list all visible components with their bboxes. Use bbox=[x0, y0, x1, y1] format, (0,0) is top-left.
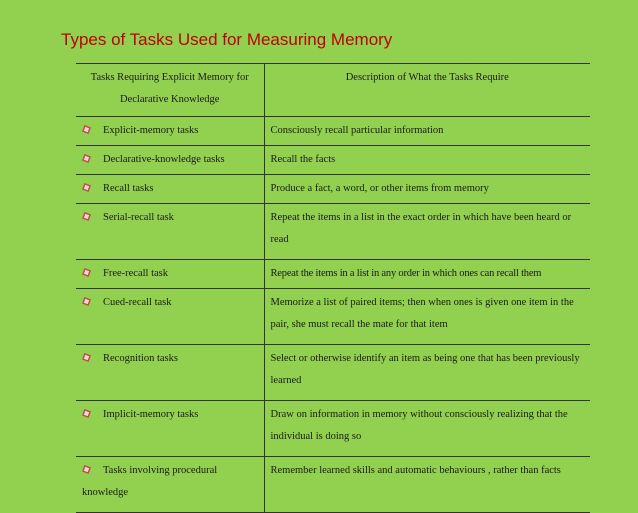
table-row bbox=[76, 260, 590, 289]
task-name: Implicit-memory tasks bbox=[103, 409, 199, 420]
table-row bbox=[76, 457, 590, 513]
table-row bbox=[76, 146, 590, 175]
task-description: Remember learned skills and automatic behaviours , rather than facts bbox=[264, 457, 590, 513]
task-cell bbox=[76, 457, 264, 513]
task-cell bbox=[76, 146, 264, 175]
task-description: Repeat the items in a list in the exact order in which have been heard or read bbox=[264, 204, 590, 260]
table-row bbox=[76, 175, 590, 204]
task-description: Select or otherwise identify an item as being one that has been previously learned bbox=[264, 345, 590, 401]
task-cell bbox=[76, 289, 264, 345]
task-cell bbox=[76, 117, 264, 146]
task-cell bbox=[76, 175, 264, 204]
header-tasks: Tasks Requiring Explicit Memory for Declarative Knowledge bbox=[76, 64, 264, 117]
table-row bbox=[76, 117, 590, 146]
ornamental-bullet-icon bbox=[82, 405, 91, 414]
task-name: Recall tasks bbox=[103, 183, 154, 194]
task-name: Free-recall task bbox=[103, 268, 169, 279]
ornamental-bullet-icon bbox=[82, 121, 91, 130]
task-description: Repeat the items in a list in any order in which ones can recall them bbox=[264, 260, 590, 289]
ornamental-bullet-icon bbox=[82, 208, 91, 217]
ornamental-bullet-icon bbox=[82, 461, 91, 470]
table-header-row bbox=[76, 64, 590, 117]
task-name: Recognition tasks bbox=[103, 353, 178, 364]
task-cell bbox=[76, 345, 264, 401]
task-name: Cued-recall task bbox=[103, 297, 172, 308]
table-row bbox=[76, 345, 590, 401]
ornamental-bullet-icon bbox=[82, 293, 91, 302]
memory-tasks-table bbox=[76, 63, 590, 513]
task-description: Memorize a list of paired items; then when ones is given one item in the pair, she must recall the mate for that item bbox=[264, 289, 590, 345]
task-cell bbox=[76, 260, 264, 289]
table-row bbox=[76, 204, 590, 260]
header-description: Description of What the Tasks Require bbox=[264, 64, 590, 117]
task-description: Draw on information in memory without consciously realizing that the individual is doing so bbox=[264, 401, 590, 457]
task-description: Recall the facts bbox=[264, 146, 590, 175]
task-name: Explicit-memory tasks bbox=[103, 125, 199, 136]
table-row bbox=[76, 289, 590, 345]
table-row bbox=[76, 401, 590, 457]
ornamental-bullet-icon bbox=[82, 264, 91, 273]
task-cell bbox=[76, 401, 264, 457]
slide-title: Types of Tasks Used for Measuring Memory bbox=[61, 30, 393, 49]
ornamental-bullet-icon bbox=[82, 179, 91, 188]
task-cell bbox=[76, 204, 264, 260]
task-name: Declarative-knowledge tasks bbox=[103, 154, 225, 165]
task-name: Tasks involving procedural knowledge bbox=[82, 465, 218, 498]
ornamental-bullet-icon bbox=[82, 349, 91, 358]
task-description: Produce a fact, a word, or other items from memory bbox=[264, 175, 590, 204]
ornamental-bullet-icon bbox=[82, 150, 91, 159]
task-description: Consciously recall particular information bbox=[264, 117, 590, 146]
task-name: Serial-recall task bbox=[103, 212, 174, 223]
